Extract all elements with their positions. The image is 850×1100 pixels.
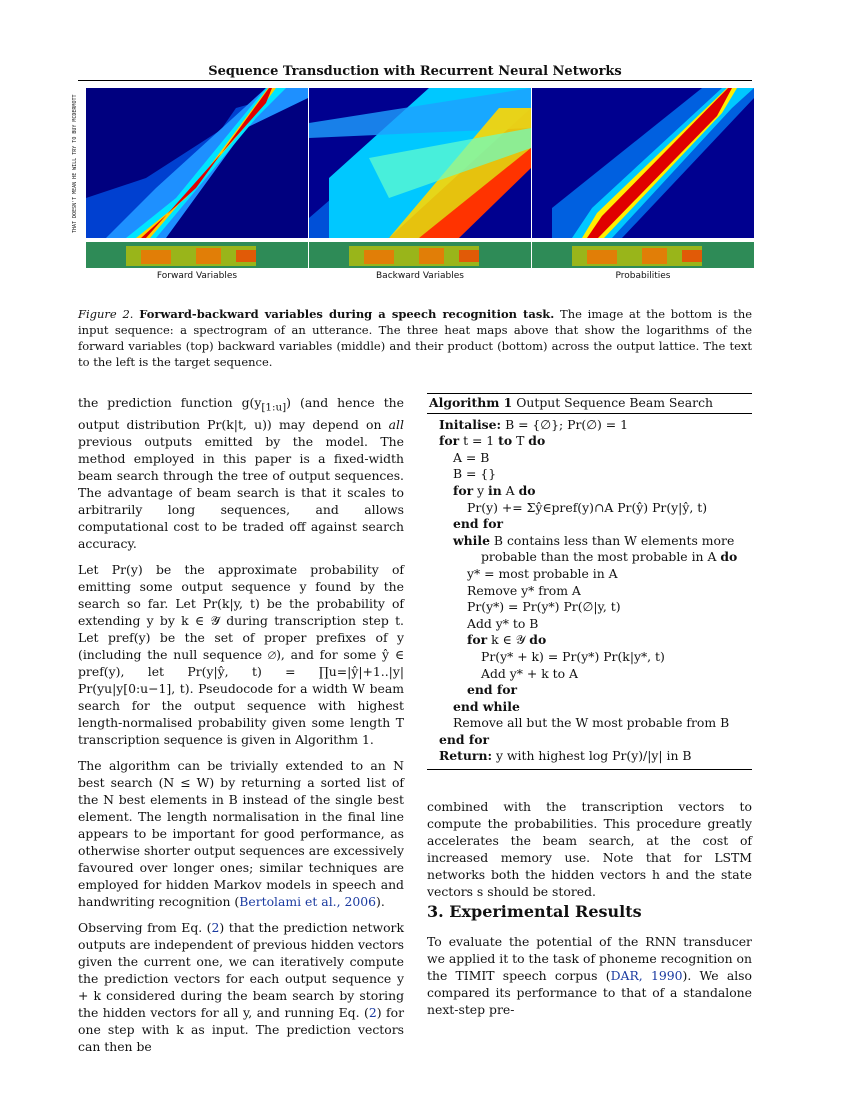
citation-link[interactable]: Bertolami et al., 2006: [239, 894, 377, 910]
algorithm-line: Return: y with highest log Pr(y)/|y| in B: [439, 748, 692, 764]
paragraph: the prediction function $g(y_{[1:u]})$ (and hence the output distribution Pr(k|t, u)) may depend on all previous outputs emitted by the model. The method employed in this paper is a fixed-width beam search through the tree of output sequences. The advantage of beam search is that it scales to arbitrarily long sequences, and allows computational cost to be traded off against search accuracy.: [78, 395, 404, 552]
panel-label-forward: Forward Variables: [156, 271, 238, 281]
algorithm-body: [427, 414, 752, 770]
right-column-paragraph: combined with the transcription vectors to compute the probabilities. This procedure greatly accelerates the beam search, at the cost of increased memory use. Note that for LSTM networks both the hidden vectors h and the state vectors s should be stored.: [427, 799, 752, 899]
algorithm-line: Add y* + k to A: [481, 665, 578, 681]
figure-2: THAT DOESN'T MEAN HE WILL TRY TO BUY MCDERMOTT Forward Variables Backward Variables Probabilities: [78, 88, 752, 288]
left-column: [78, 394, 404, 1064]
equation-ref-link[interactable]: 2: [211, 920, 220, 936]
algorithm-line: for t = 1 to T do: [439, 433, 546, 449]
right-column-paragraph: To evaluate the potential of the RNN transducer we applied it to the task of phoneme recognition on the TIMIT speech corpus (DAR, 1990). We also compared its performance to that of a standalone next-step pre-: [427, 934, 752, 1017]
algorithm-line: Add y* to B: [467, 615, 539, 631]
algorithm-line: A = B: [453, 449, 490, 465]
spectrogram: [532, 242, 754, 268]
header-rule: [78, 80, 752, 81]
caption-title: Forward-backward variables during a speech recognition task.: [139, 307, 555, 321]
algorithm-line: for k ∈ 𝒴 do: [467, 632, 547, 648]
caption-body: The image at the bottom is the input sequence: a spectrogram of an utterance. The three heat maps above that show the logarithms of the forward variables (top) backward variables (middle) and their product (bottom) across the output lattice. The text to the left is the target sequence.: [78, 307, 753, 369]
paragraph: Let Pr(y) be the approximate probability of emitting some output sequence y found by the search so far. Let Pr(k|y, t) be the probability of extending y by k ∈ 𝒴̄ during transcription step t. Let pref(y) be the set of proper prefixes of y (including the null sequence ∅), and for some ŷ ∈ pref(y), let Pr(y|ŷ, t) = ∏u=|ŷ|+1..|y| Pr(yu|y[0:u−1], t). Pseudocode for a width W beam search for the output sequence with highest length-normalised probability given some length T transcription sequence is given in Algorithm 1.: [78, 562, 404, 748]
algorithm-line: end for: [467, 682, 517, 698]
backward-variables-heatmap: [309, 88, 531, 238]
algorithm-line: Remove all but the W most probable from B: [453, 715, 730, 731]
panel-label-probabilities: Probabilities: [615, 271, 671, 281]
section-heading: 3. Experimental Results: [427, 902, 642, 921]
algorithm-line: while B contains less than W elements more: [453, 532, 735, 548]
equation-ref-link[interactable]: 2: [368, 1005, 377, 1021]
algorithm-line: for y in A do: [453, 482, 536, 498]
spectrogram: [309, 242, 531, 268]
backward-variables-panel: [309, 88, 531, 281]
algorithm-line: Pr(y*) = Pr(y*) Pr(∅|y, t): [467, 599, 621, 615]
probabilities-panel: [532, 88, 754, 281]
algorithm-header: Algorithm 1 Output Sequence Beam Search: [427, 393, 752, 414]
algorithm-line: Pr(y) += Σŷ∈pref(y)∩A Pr(ŷ) Pr(y|ŷ, t): [467, 499, 708, 515]
algorithm-line: end for: [439, 731, 489, 747]
forward-variables-heatmap: [86, 88, 308, 238]
paragraph: The algorithm can be trivially extended to an N best search (N ≤ W) by returning a sorted list of the N best elements in B instead of the single best element. The length normalisation in the final line appears to be important for good performance, as otherwise shorter output sequences are excessively favoured over longer ones; similar techniques are employed for hidden Markov models in speech and handwriting recognition (Bertolami et al., 2006).: [78, 758, 404, 910]
panel-label-backward: Backward Variables: [376, 271, 464, 281]
algorithm-line: end while: [453, 698, 520, 714]
paragraph: Observing from Eq. (2) that the prediction network outputs are independent of previous hidden vectors given the current one, we can iteratively compute the prediction vectors for each output sequence y + k considered during the beam search by storing the hidden vectors for all y, and running Eq. (2) for one step with k as input. The prediction vectors can then be: [78, 920, 404, 1055]
probabilities-heatmap: [532, 88, 754, 238]
running-title: Sequence Transduction with Recurrent Neural Networks: [208, 64, 622, 79]
algorithm-line: Pr(y* + k) = Pr(y*) Pr(k|y*, t): [481, 648, 665, 664]
algorithm-line: end for: [453, 516, 503, 532]
algorithm-line: Initalise: B = {∅}; Pr(∅) = 1: [439, 416, 628, 432]
algorithm-1: [427, 393, 752, 770]
citation-link[interactable]: DAR, 1990: [610, 968, 683, 983]
algorithm-line: B = {}: [453, 466, 497, 482]
forward-variables-panel: [86, 88, 308, 281]
spectrogram: [86, 242, 308, 268]
algorithm-line: y* = most probable in A: [467, 565, 618, 581]
figure-caption: [78, 306, 752, 370]
algorithm-line: Remove y* from A: [467, 582, 581, 598]
algorithm-line: probable than the most probable in A do: [481, 549, 738, 565]
caption-label: Figure 2.: [78, 307, 134, 321]
